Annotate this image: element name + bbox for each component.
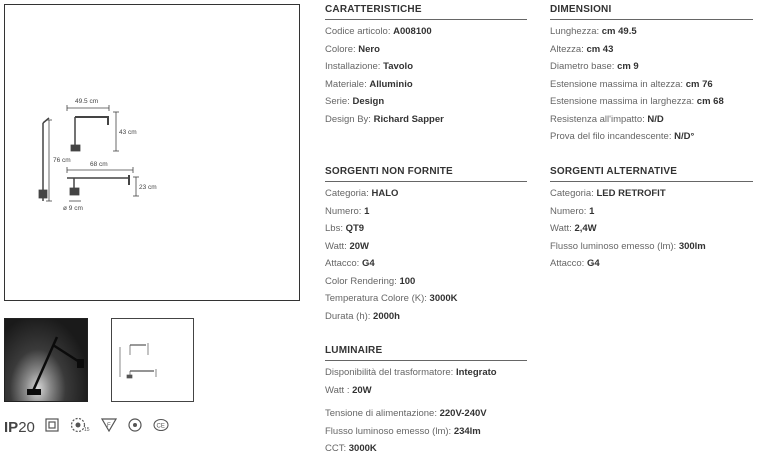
spec-label: Categoria: (325, 188, 372, 199)
spec-value: Design (352, 96, 385, 107)
spec-value: 300lm (678, 240, 706, 252)
spec-label: Categoria: (550, 188, 597, 199)
spec-label: Lunghezza: (550, 26, 602, 37)
spec-row (325, 111, 527, 129)
spec-label: Attacco: (325, 258, 362, 269)
section-divider (325, 360, 527, 361)
dim-base-label: ø 9 cm (63, 205, 83, 212)
spec-label: Estensione massima in larghezza: (550, 96, 697, 107)
spec-row (550, 76, 753, 94)
spec-value: 2000h (373, 310, 400, 322)
spec-row (550, 255, 753, 273)
lamp-dimension-diagram (5, 5, 299, 300)
spec-value: Nero (358, 43, 380, 55)
section-title: SORGENTI ALTERNATIVE (550, 166, 678, 177)
double-insulation-icon (45, 418, 59, 437)
spec-value: 3000K (348, 443, 377, 454)
spec-row (550, 93, 753, 111)
spec-value: Richard Sapper (373, 113, 444, 125)
imq-icon (127, 418, 143, 437)
thumbnail-photo[interactable] (4, 318, 88, 402)
spec-row (325, 185, 527, 203)
spec-row (550, 128, 753, 146)
spec-label: Flusso luminoso emesso (lm): (550, 240, 679, 252)
section-title: CARATTERISTICHE (325, 4, 422, 15)
spec-label: Colore: (325, 43, 359, 55)
dim-max-width-label: 68 cm (90, 161, 108, 168)
spec-label: Watt: (325, 240, 350, 252)
spec-label: Flusso luminoso emesso (lm): (325, 425, 454, 437)
section-title: LUMINAIRE (325, 345, 383, 356)
spec-value: Integrato (455, 367, 497, 378)
spec-value: 20W (349, 240, 370, 252)
spec-label: Temperatura Colore (K): (325, 293, 430, 304)
spec-value: N/D° (674, 131, 695, 142)
spec-row (550, 220, 753, 238)
spec-label: Prova del filo incandescente: (550, 131, 675, 142)
spec-value: A008100 (393, 26, 432, 37)
spec-list (550, 23, 753, 146)
spec-label: Watt : (325, 384, 353, 396)
dim-low-height-label: 23 cm (139, 184, 157, 191)
section-dimensioni (550, 4, 753, 146)
ip-prefix: IP (4, 418, 19, 436)
section-sorgenti-alternative (550, 166, 753, 273)
spec-label: Lbs: (325, 223, 346, 234)
spec-label: Materiale: (325, 78, 370, 90)
spec-row (550, 41, 753, 59)
spec-list (550, 185, 753, 273)
spec-label: Durata (h): (325, 310, 374, 322)
spec-list (325, 364, 527, 458)
section-title: SORGENTI NON FORNITE (325, 166, 453, 177)
spec-value: 100 (399, 275, 416, 287)
spec-value: N/D (647, 113, 664, 125)
spec-value: Alluminio (369, 78, 413, 90)
spec-value: G4 (586, 258, 600, 269)
spec-value: cm 68 (696, 96, 724, 107)
spec-value: QT9 (345, 223, 365, 234)
spec-row (325, 220, 527, 238)
spec-value: 1 (364, 205, 370, 217)
spec-value: 20W (352, 384, 372, 396)
section-divider (550, 181, 753, 182)
spec-label: Design By: (325, 113, 374, 125)
thumbnail-drawing[interactable] (111, 318, 194, 402)
spec-label: Disponibilità del trasformatore: (325, 367, 456, 378)
spec-row (325, 290, 527, 308)
spec-list (325, 23, 527, 128)
lamp-photo-silhouette (5, 319, 87, 401)
spec-label: Numero: (325, 205, 365, 217)
ip-rating (4, 419, 35, 436)
svg-text:F: F (106, 422, 111, 429)
spec-label: Codice articolo: (325, 26, 394, 37)
svg-text:CE: CE (156, 423, 165, 429)
spec-value: cm 43 (586, 43, 614, 55)
spec-row (550, 58, 753, 76)
section-divider (325, 19, 527, 20)
spec-label: Estensione massima in altezza: (550, 78, 686, 90)
spec-label: Resistenza all'impatto: (550, 113, 648, 125)
spec-row (325, 41, 527, 59)
spec-row (325, 364, 527, 382)
ce-icon (153, 418, 169, 437)
main-technical-drawing (4, 4, 300, 301)
spec-row (550, 111, 753, 129)
spec-value: 3000K (429, 293, 458, 304)
spec-value: Tavolo (383, 61, 414, 72)
spec-row (550, 185, 753, 203)
section-sorgenti-non-fornite (325, 166, 527, 325)
spec-label: Installazione: (325, 61, 384, 72)
spec-value: cm 76 (685, 78, 713, 90)
spec-label: CCT: (325, 443, 349, 454)
spec-value: 234lm (453, 425, 481, 437)
thumbnail-drawing-lines (112, 319, 193, 401)
dim-height-label: 43 cm (119, 129, 137, 136)
spec-row (550, 238, 753, 256)
spec-label: Tensione di alimentazione: (325, 408, 440, 419)
spec-label: Diametro base: (550, 61, 618, 72)
spec-row (325, 58, 527, 76)
spec-row (325, 308, 527, 326)
spec-value: 220V-240V (439, 408, 487, 419)
spec-row (325, 423, 527, 441)
section-divider (550, 19, 753, 20)
spec-row (325, 255, 527, 273)
spec-label: Altezza: (550, 43, 587, 55)
spec-row (325, 203, 527, 221)
section-luminaire (325, 345, 527, 458)
enec-icon (69, 417, 91, 438)
section-caratteristiche (325, 4, 527, 128)
spec-value: 2,4W (574, 223, 597, 234)
section-divider (325, 181, 527, 182)
section-title: DIMENSIONI (550, 4, 612, 15)
spec-row (325, 93, 527, 111)
ip-value: 20 (18, 418, 35, 436)
spec-row (325, 76, 527, 94)
spec-row (325, 382, 527, 400)
spec-label: Serie: (325, 96, 353, 107)
spec-row (325, 440, 527, 458)
spec-list (325, 185, 527, 325)
spec-label: Watt: (550, 223, 575, 234)
spec-row (550, 23, 753, 41)
spec-row (325, 405, 527, 423)
spec-value: cm 9 (617, 61, 639, 72)
dim-max-height-label: 76 cm (53, 157, 71, 164)
spec-label: Numero: (550, 205, 590, 217)
spec-label: Color Rendering: (325, 275, 400, 287)
spec-value: G4 (361, 258, 375, 269)
spec-value: HALO (371, 188, 399, 199)
spec-label: Attacco: (550, 258, 587, 269)
certifications-bar (4, 416, 169, 438)
spec-row (550, 203, 753, 221)
spec-value: cm 49.5 (601, 26, 637, 37)
spec-row (325, 273, 527, 291)
spec-value: LED RETROFIT (596, 188, 666, 199)
spec-row (325, 238, 527, 256)
dim-width-label: 49.5 cm (75, 98, 99, 105)
spec-row (325, 23, 527, 41)
f-mark-icon (101, 418, 117, 437)
svg-text:15: 15 (83, 426, 90, 433)
spec-value: 1 (589, 205, 595, 217)
